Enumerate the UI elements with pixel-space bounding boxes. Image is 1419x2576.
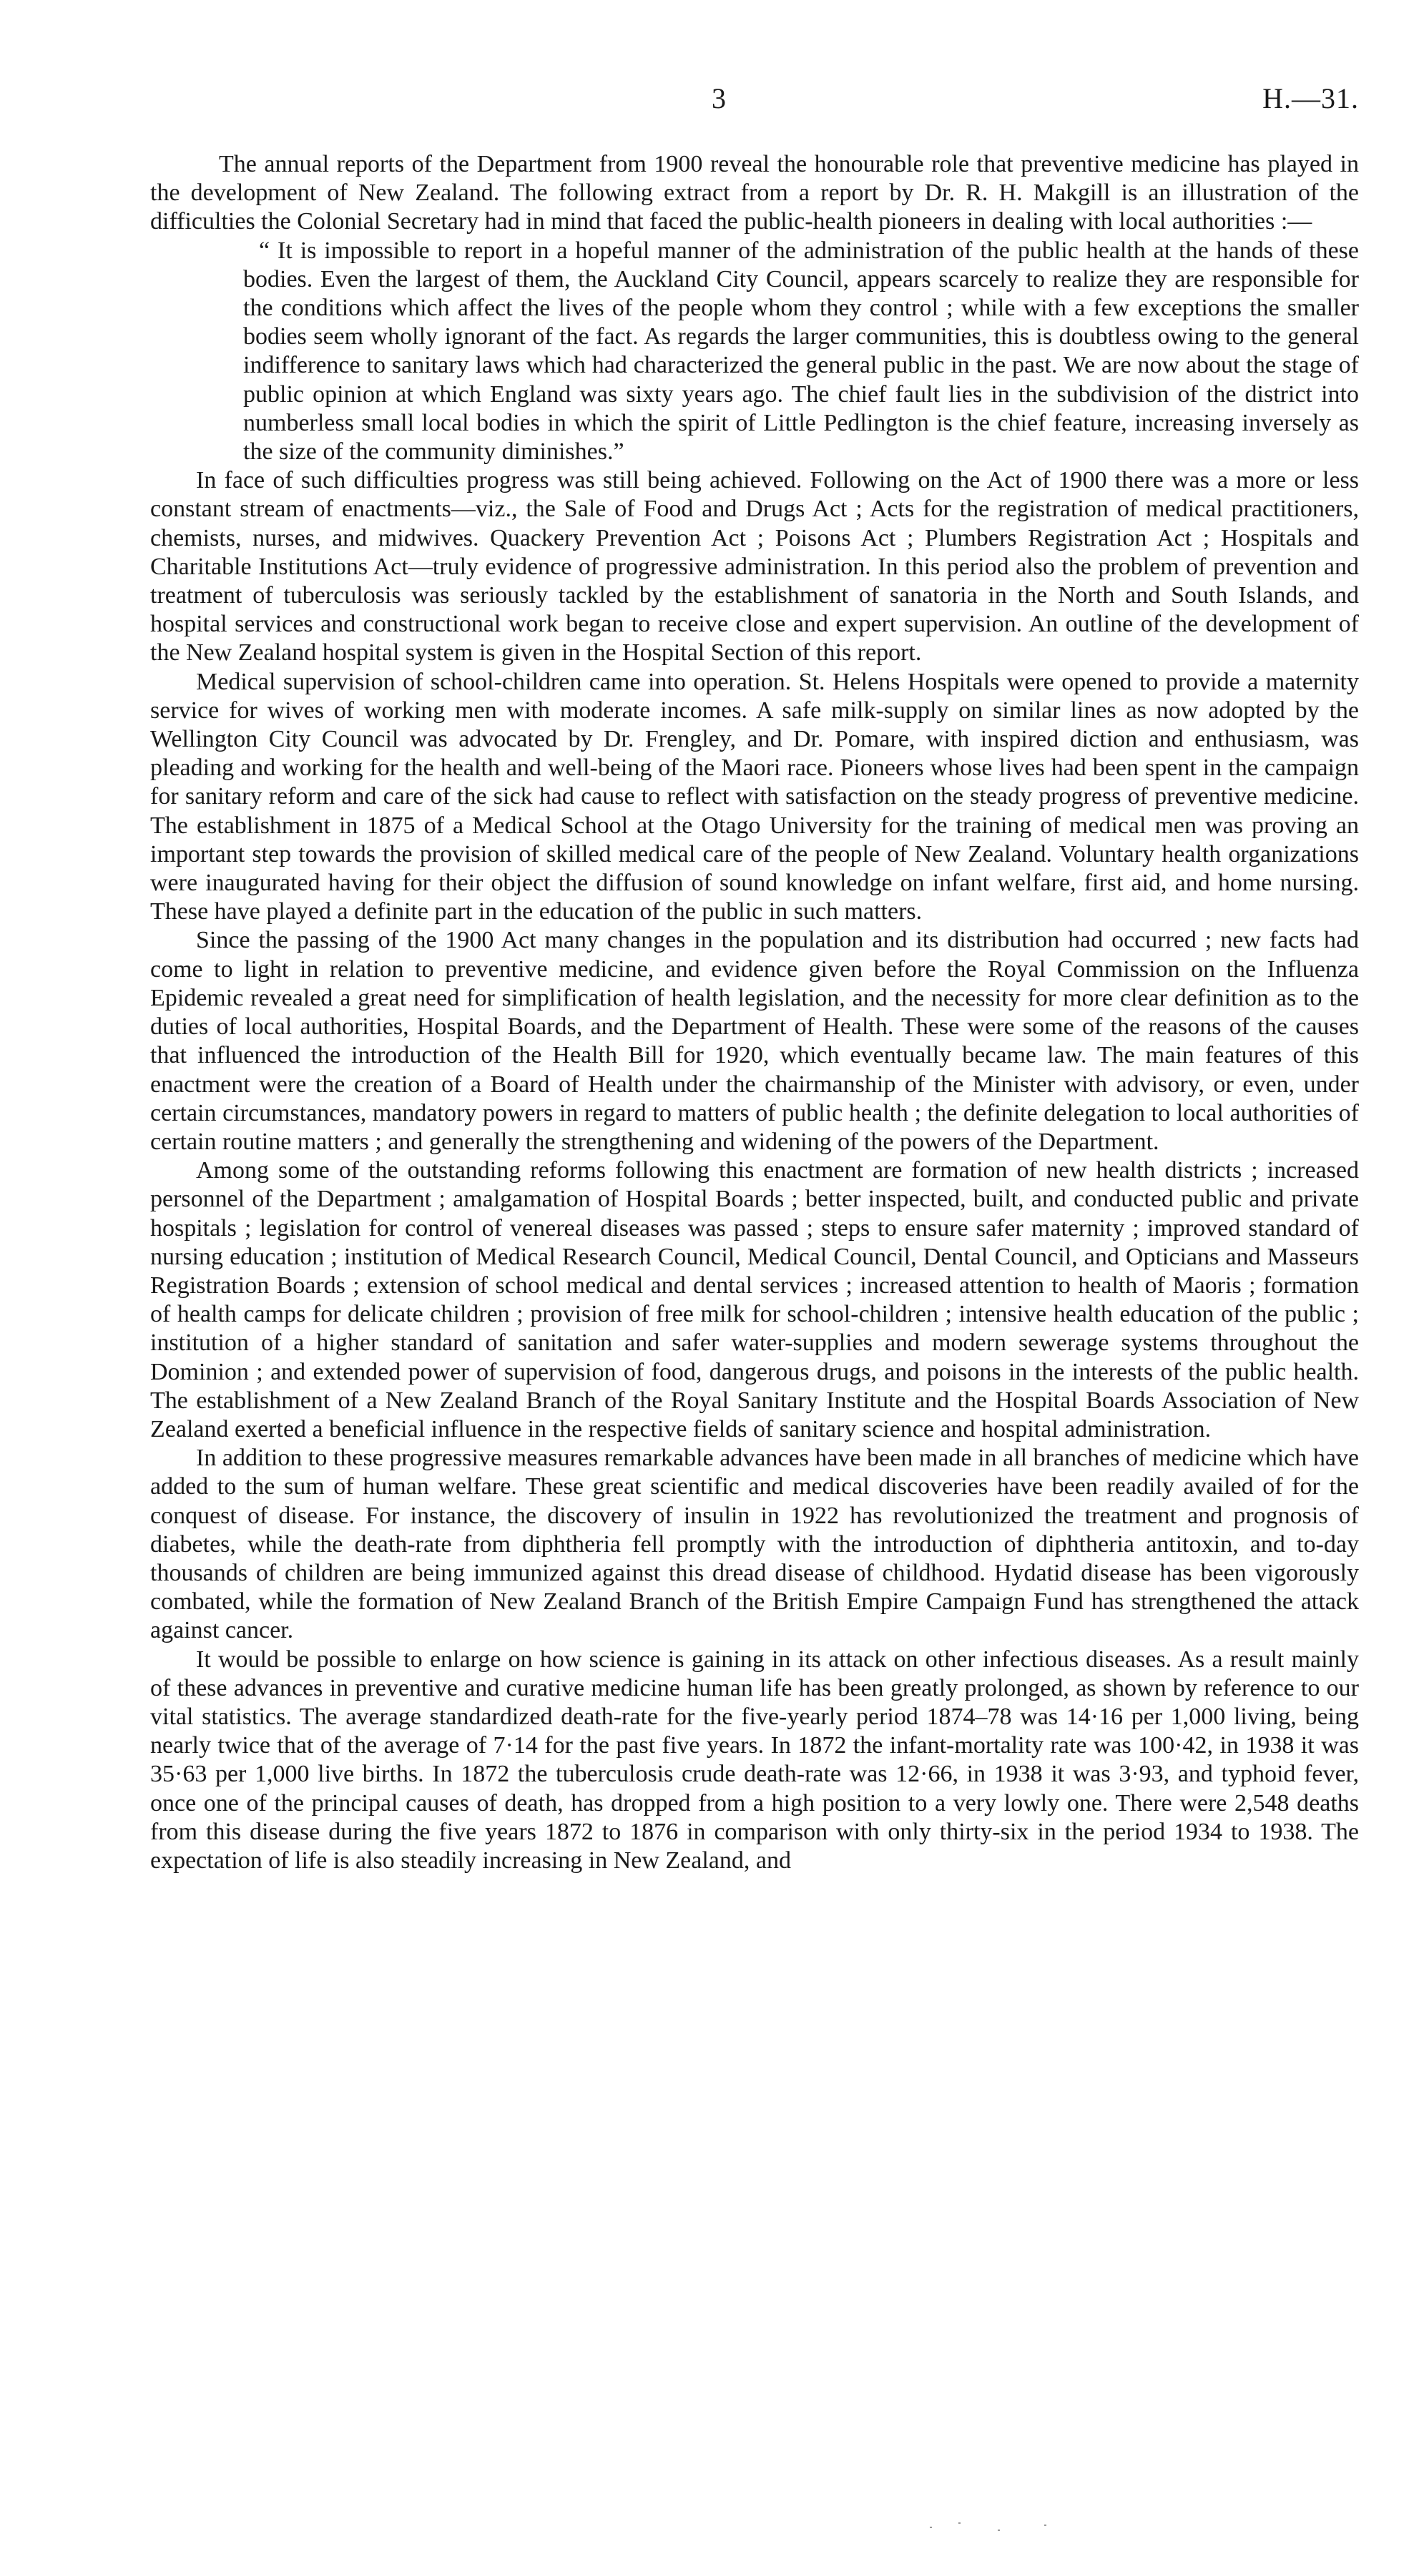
scan-speck — [1044, 2525, 1046, 2526]
page-header — [150, 77, 1359, 120]
paragraph-medical-advances: In addition to these progressive measures remarkable advances have been made in all branches of medicine which have added to the sum of human welfare. These great scientific and medical discoveries have been readily availed of for the conquest of disease. For instance, the discovery of insulin in 1922 has revolutionized the treatment and prognosis of diabetes, while the death-rate from diphtheria fell promptly with the introduction of diphtheria antitoxin, and to-day thousands of children are being immunized against this dread disease of childhood. Hydatid disease has been vigorously combated, while the formation of New Zealand Branch of the British Empire Campaign Fund has strengthened the attack against cancer. — [150, 1445, 1359, 1644]
scan-specks — [930, 2521, 1073, 2535]
makgill-quotation: “ It is impossible to report in a hopeful manner of the administration of the public health at the hands of these bodies. Even the largest of them, the Auckland City Council, appears scarcely to realize they are responsible for the conditions which affect the lives of the people whom they control ; while with a few exceptions the smaller bodies seem wholly ignorant of the fact. As regards the larger communities, this is doubtless owing to the general indifference to sanitary laws which had characterized the general public in the past. We are now about the stage of public opinion at which England was sixty years ago. The chief fault lies in the subdivision of the district into numberless small local bodies in which the spirit of Little Pedlington is the chief feature, increasing inversely as the size of the community diminishes.” — [243, 237, 1359, 466]
paragraph-reforms: Among some of the outstanding reforms following this enactment are formation of new health districts ; increased personnel of the Department ; amalgamation of Hospital Boards ; better inspected, built, and conducted public and private hospitals ; legislation for control of venereal diseases was passed ; steps to ensure safer maternity ; improved standard of nursing education ; institution of Medical Research Council, Medical Council, Dental Council, and Opticians and Masseurs Registration Boards ; extension of school medical and dental services ; increased attention to health of Maoris ; formation of health camps for delicate children ; provision of free milk for school-children ; intensive health education of the public ; institution of a higher standard of sanitation and safer water-supplies and modern sewerage systems throughout the Dominion ; and extended power of supervision of food, dangerous drugs, and poisons in the interests of the public health. The establishment of a New Zealand Branch of the Royal Sanitary Institute and the Hospital Boards Association of New Zealand exerted a beneficial influence in the respective fields of sanitary science and hospital administration. — [150, 1157, 1359, 1442]
scan-speck — [998, 2530, 1000, 2531]
paragraph-vital-statistics: It would be possible to enlarge on how science is gaining in its attack on other infectious diseases. As a result mainly of these advances in preventive and curative medicine human life has been greatly prolonged, as shown by reference to our vital statistics. The average standardized death-rate for the five-yearly period 1874–78 was 14·16 per 1,000 living, being nearly twice that of the average of 7·14 for the past five years. In 1872 the infant-mortality rate was 100·42, in 1938 it was 35·63 per 1,000 live births. In 1872 the tuberculosis crude death-rate was 12·66, in 1938 it was 3·93, and typhoid fever, once one of the principal causes of death, has dropped from a high position to a very lowly one. There were 2,548 deaths from this disease during the five years 1872 to 1876 in comparison with only thirty-six in the period 1934 to 1938. The expectation of life is also steadily increasing in New Zealand, and — [150, 1646, 1359, 1874]
document-reference: H.—31. — [1262, 82, 1359, 114]
paragraph-enactments: In face of such difficulties progress was still being achieved. Following on the Act of 1900 there was a more or less constant stream of enactments—viz., the Sale of Food and Drugs Act ; Acts for the registration of medical practitioners, chemists, nurses, and midwives. Quackery Prevention Act ; Poisons Act ; Plumbers Registration Act ; Hospitals and Charitable Institutions Act—truly evidence of progressive administration. In this period also the problem of prevention and treatment of tuberculosis was seriously tackled by the establishment of sanatoria in the North and South Islands, and hospital services and constructional work began to receive close and expert supervision. An outline of the development of the New Zealand hospital system is given in the Hospital Section of this report. — [150, 467, 1359, 667]
scan-speck — [930, 2527, 932, 2528]
paragraph-health-bill: Since the passing of the 1900 Act many changes in the population and its distribution had occurred ; new facts had come to light in relation to preventive medicine, and evidence given before the Royal Commission on the Influenza Epidemic revealed a great need for simplification of health legislation, and the necessity for more clear definition as to the duties of local authorities, Hospital Boards, and the Department of Health. These were some of the reasons of the causes that influenced the introduction of the Health Bill for 1920, which eventually became law. The main features of this enactment were the creation of a Board of Health under the chairmanship of the Minister with advisory, or even, under certain circumstances, mandatory powers in regard to matters of public health ; the definite delegation to local authorities of certain routine matters ; and generally the strengthening and widening of the powers of the Department. — [150, 927, 1359, 1155]
scan-speck — [958, 2522, 961, 2524]
paragraph-medical-supervision: Medical supervision of school-children came into operation. St. Helens Hospitals were opened to provide a maternity service for wives of working men with moderate incomes. A safe milk-supply on similar lines as now adopted by the Wellington City Council was advocated by Dr. Frengley, and Dr. Pomare, with inspired diction and enthusiasm, was pleading and working for the health and well-being of the Maori race. Pioneers whose lives had been spent in the campaign for sanitary reform and care of the sick had cause to reflect with satisfaction on the steady progress of preventive medicine. The establishment in 1875 of a Medical School at the Otago University for the training of medical men was proving an important step towards the provision of skilled medical care of the people of New Zealand. Voluntary health organizations were inaugurated having for their object the diffusion of sound knowledge on infant welfare, first aid, and home nursing. These have played a definite part in the education of the public in such matters. — [150, 668, 1359, 925]
page-number: 3 — [712, 82, 726, 114]
paragraph-annual-reports: The annual reports of the Department from 1900 reveal the honourable role that preventive medicine has played in the development of New Zealand. The following extract from a report by Dr. R. H. Makgill is an illustration of the difficulties the Colonial Secretary had in mind that faced the public-health pioneers in dealing with local authorities :— — [150, 151, 1359, 235]
body-text — [150, 150, 1359, 1875]
